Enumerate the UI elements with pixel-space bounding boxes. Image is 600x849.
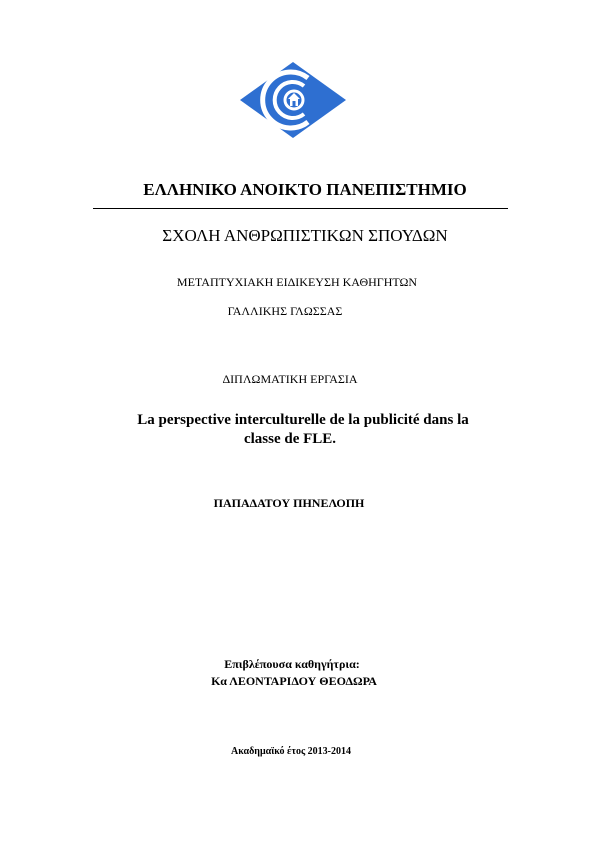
eap-logo-icon [238,60,348,140]
supervisor-label: Επιβλέπουσα καθηγήτρια: [224,657,360,671]
specialization-line-2: ΓΑΛΛΙΚΗΣ ΓΛΩΣΣΑΣ [227,304,343,318]
author-name: ΠΑΠΑΔΑΤΟΥ ΠΗΝΕΛΟΠΗ [213,496,365,510]
thesis-title-line-2: classe de FLE. [243,431,337,447]
school-name: ΣΧΟΛΗ ΑΝΘΡΩΠΙΣΤΙΚΩΝ ΣΠΟΥΔΩΝ [162,226,448,245]
title-divider [93,208,508,209]
specialization-line-1: ΜΕΤΑΠΤΥΧΙΑΚΗ ΕΙΔΙΚΕΥΣΗ ΚΑΘΗΓΗΤΩΝ [176,275,418,289]
academic-year: Ακαδημαϊκό έτος 2013-2014 [231,746,351,757]
university-name: ΕΛΛΗΝΙΚΟ ΑΝΟΙΚΤΟ ΠΑΝΕΠΙΣΤΗΜΙΟ [143,180,467,199]
supervisor-name: Κα ΛΕΟΝΤΑΡΙΔΟΥ ΘΕΟΔΩΡΑ [211,674,377,688]
thesis-title-line-1: La perspective interculturelle de la publicité dans la [137,412,469,428]
document-type: ΔΙΠΛΩΜΑΤΙΚΗ ΕΡΓΑΣΙΑ [222,372,358,386]
